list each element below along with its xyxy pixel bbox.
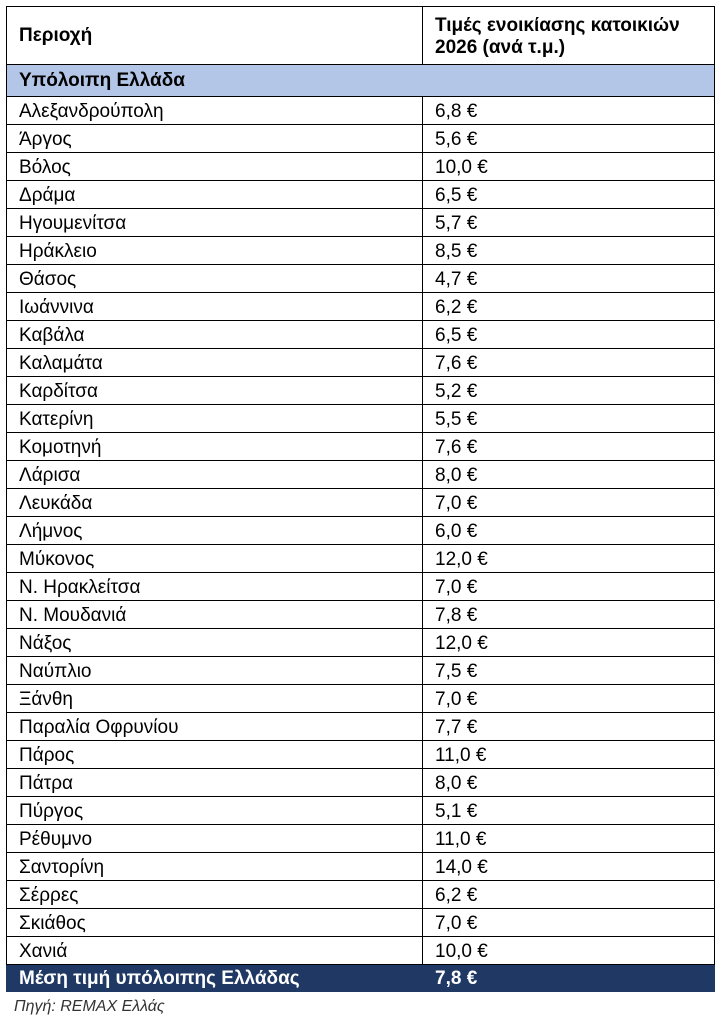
region-cell: Θάσος <box>7 265 423 293</box>
region-cell: Λήμνος <box>7 517 423 545</box>
price-cell: 7,7 € <box>423 713 715 741</box>
table-row <box>7 713 715 741</box>
price-cell: 12,0 € <box>423 629 715 657</box>
price-cell: 8,0 € <box>423 461 715 489</box>
table-row <box>7 601 715 629</box>
table-row <box>7 405 715 433</box>
price-cell: 6,0 € <box>423 517 715 545</box>
region-cell: Ιωάννινα <box>7 293 423 321</box>
price-cell: 7,5 € <box>423 657 715 685</box>
price-cell: 7,6 € <box>423 349 715 377</box>
region-cell: Άργος <box>7 125 423 153</box>
average-price-label: Μέση τιμή υπόλοιπης Ελλάδας <box>7 965 423 992</box>
region-cell: Καλαμάτα <box>7 349 423 377</box>
price-cell: 6,2 € <box>423 881 715 909</box>
table-row <box>7 153 715 181</box>
rental-prices-document <box>6 6 714 1016</box>
table-row <box>7 97 715 125</box>
region-column-header: Περιοχή <box>7 7 423 65</box>
region-cell: Κομοτηνή <box>7 433 423 461</box>
table-row <box>7 797 715 825</box>
price-cell: 7,0 € <box>423 685 715 713</box>
region-cell: Ρέθυμνο <box>7 825 423 853</box>
region-cell: Ηγουμενίτσα <box>7 209 423 237</box>
price-cell: 4,7 € <box>423 265 715 293</box>
price-cell: 7,0 € <box>423 909 715 937</box>
price-cell: 5,6 € <box>423 125 715 153</box>
region-cell: Καβάλα <box>7 321 423 349</box>
average-price-value: 7,8 € <box>423 965 715 992</box>
table-row <box>7 265 715 293</box>
price-cell: 7,6 € <box>423 433 715 461</box>
price-cell: 5,5 € <box>423 405 715 433</box>
region-cell: Σέρρες <box>7 881 423 909</box>
table-row <box>7 881 715 909</box>
price-cell: 7,0 € <box>423 489 715 517</box>
price-cell: 7,0 € <box>423 573 715 601</box>
region-cell: Νάξος <box>7 629 423 657</box>
price-cell: 8,5 € <box>423 237 715 265</box>
price-column-header: Τιμές ενοικίασης κατοικιών 2026 (ανά τ.μ.) <box>423 7 715 65</box>
region-cell: Καρδίτσα <box>7 377 423 405</box>
region-cell: Πάτρα <box>7 769 423 797</box>
table-row <box>7 909 715 937</box>
price-cell: 6,5 € <box>423 321 715 349</box>
table-row <box>7 349 715 377</box>
table-row <box>7 489 715 517</box>
table-row <box>7 545 715 573</box>
table-row <box>7 237 715 265</box>
region-cell: Δράμα <box>7 181 423 209</box>
table-row <box>7 517 715 545</box>
table-row <box>7 125 715 153</box>
average-price-row <box>7 965 715 992</box>
region-cell: Πύργος <box>7 797 423 825</box>
price-cell: 11,0 € <box>423 741 715 769</box>
table-row <box>7 629 715 657</box>
table-row <box>7 433 715 461</box>
region-cell: Κατερίνη <box>7 405 423 433</box>
table-row <box>7 461 715 489</box>
price-cell: 10,0 € <box>423 153 715 181</box>
region-cell: Σκιάθος <box>7 909 423 937</box>
price-cell: 5,1 € <box>423 797 715 825</box>
table-row <box>7 181 715 209</box>
table-row <box>7 321 715 349</box>
table-row <box>7 937 715 965</box>
rental-prices-table <box>6 6 715 992</box>
price-cell: 5,7 € <box>423 209 715 237</box>
price-cell: 11,0 € <box>423 825 715 853</box>
price-cell: 6,2 € <box>423 293 715 321</box>
price-cell: 5,2 € <box>423 377 715 405</box>
table-row <box>7 293 715 321</box>
price-cell: 7,8 € <box>423 601 715 629</box>
table-row <box>7 853 715 881</box>
source-note: Πηγή: REMAX Ελλάς <box>14 998 165 1015</box>
region-cell: Χανιά <box>7 937 423 965</box>
price-cell: 14,0 € <box>423 853 715 881</box>
table-header-row <box>7 7 715 65</box>
region-cell: Πάρος <box>7 741 423 769</box>
region-cell: Λευκάδα <box>7 489 423 517</box>
table-body <box>7 65 715 965</box>
table-row <box>7 741 715 769</box>
region-cell: Βόλος <box>7 153 423 181</box>
region-cell: Ν. Μουδανιά <box>7 601 423 629</box>
region-cell: Παραλία Οφρυνίου <box>7 713 423 741</box>
price-cell: 8,0 € <box>423 769 715 797</box>
section-header-row <box>7 65 715 97</box>
table-row <box>7 685 715 713</box>
region-cell: Μύκονος <box>7 545 423 573</box>
price-cell: 6,8 € <box>423 97 715 125</box>
region-cell: Ξάνθη <box>7 685 423 713</box>
table-row <box>7 209 715 237</box>
table-row <box>7 573 715 601</box>
region-cell: Λάρισα <box>7 461 423 489</box>
price-cell: 12,0 € <box>423 545 715 573</box>
region-cell: Αλεξανδρούπολη <box>7 97 423 125</box>
table-row <box>7 769 715 797</box>
section-title: Υπόλοιπη Ελλάδα <box>7 65 715 97</box>
region-cell: Σαντορίνη <box>7 853 423 881</box>
table-row <box>7 657 715 685</box>
price-cell: 10,0 € <box>423 937 715 965</box>
table-row <box>7 825 715 853</box>
region-cell: Ναύπλιο <box>7 657 423 685</box>
region-cell: Ηράκλειο <box>7 237 423 265</box>
region-cell: Ν. Ηρακλείτσα <box>7 573 423 601</box>
price-cell: 6,5 € <box>423 181 715 209</box>
table-row <box>7 377 715 405</box>
